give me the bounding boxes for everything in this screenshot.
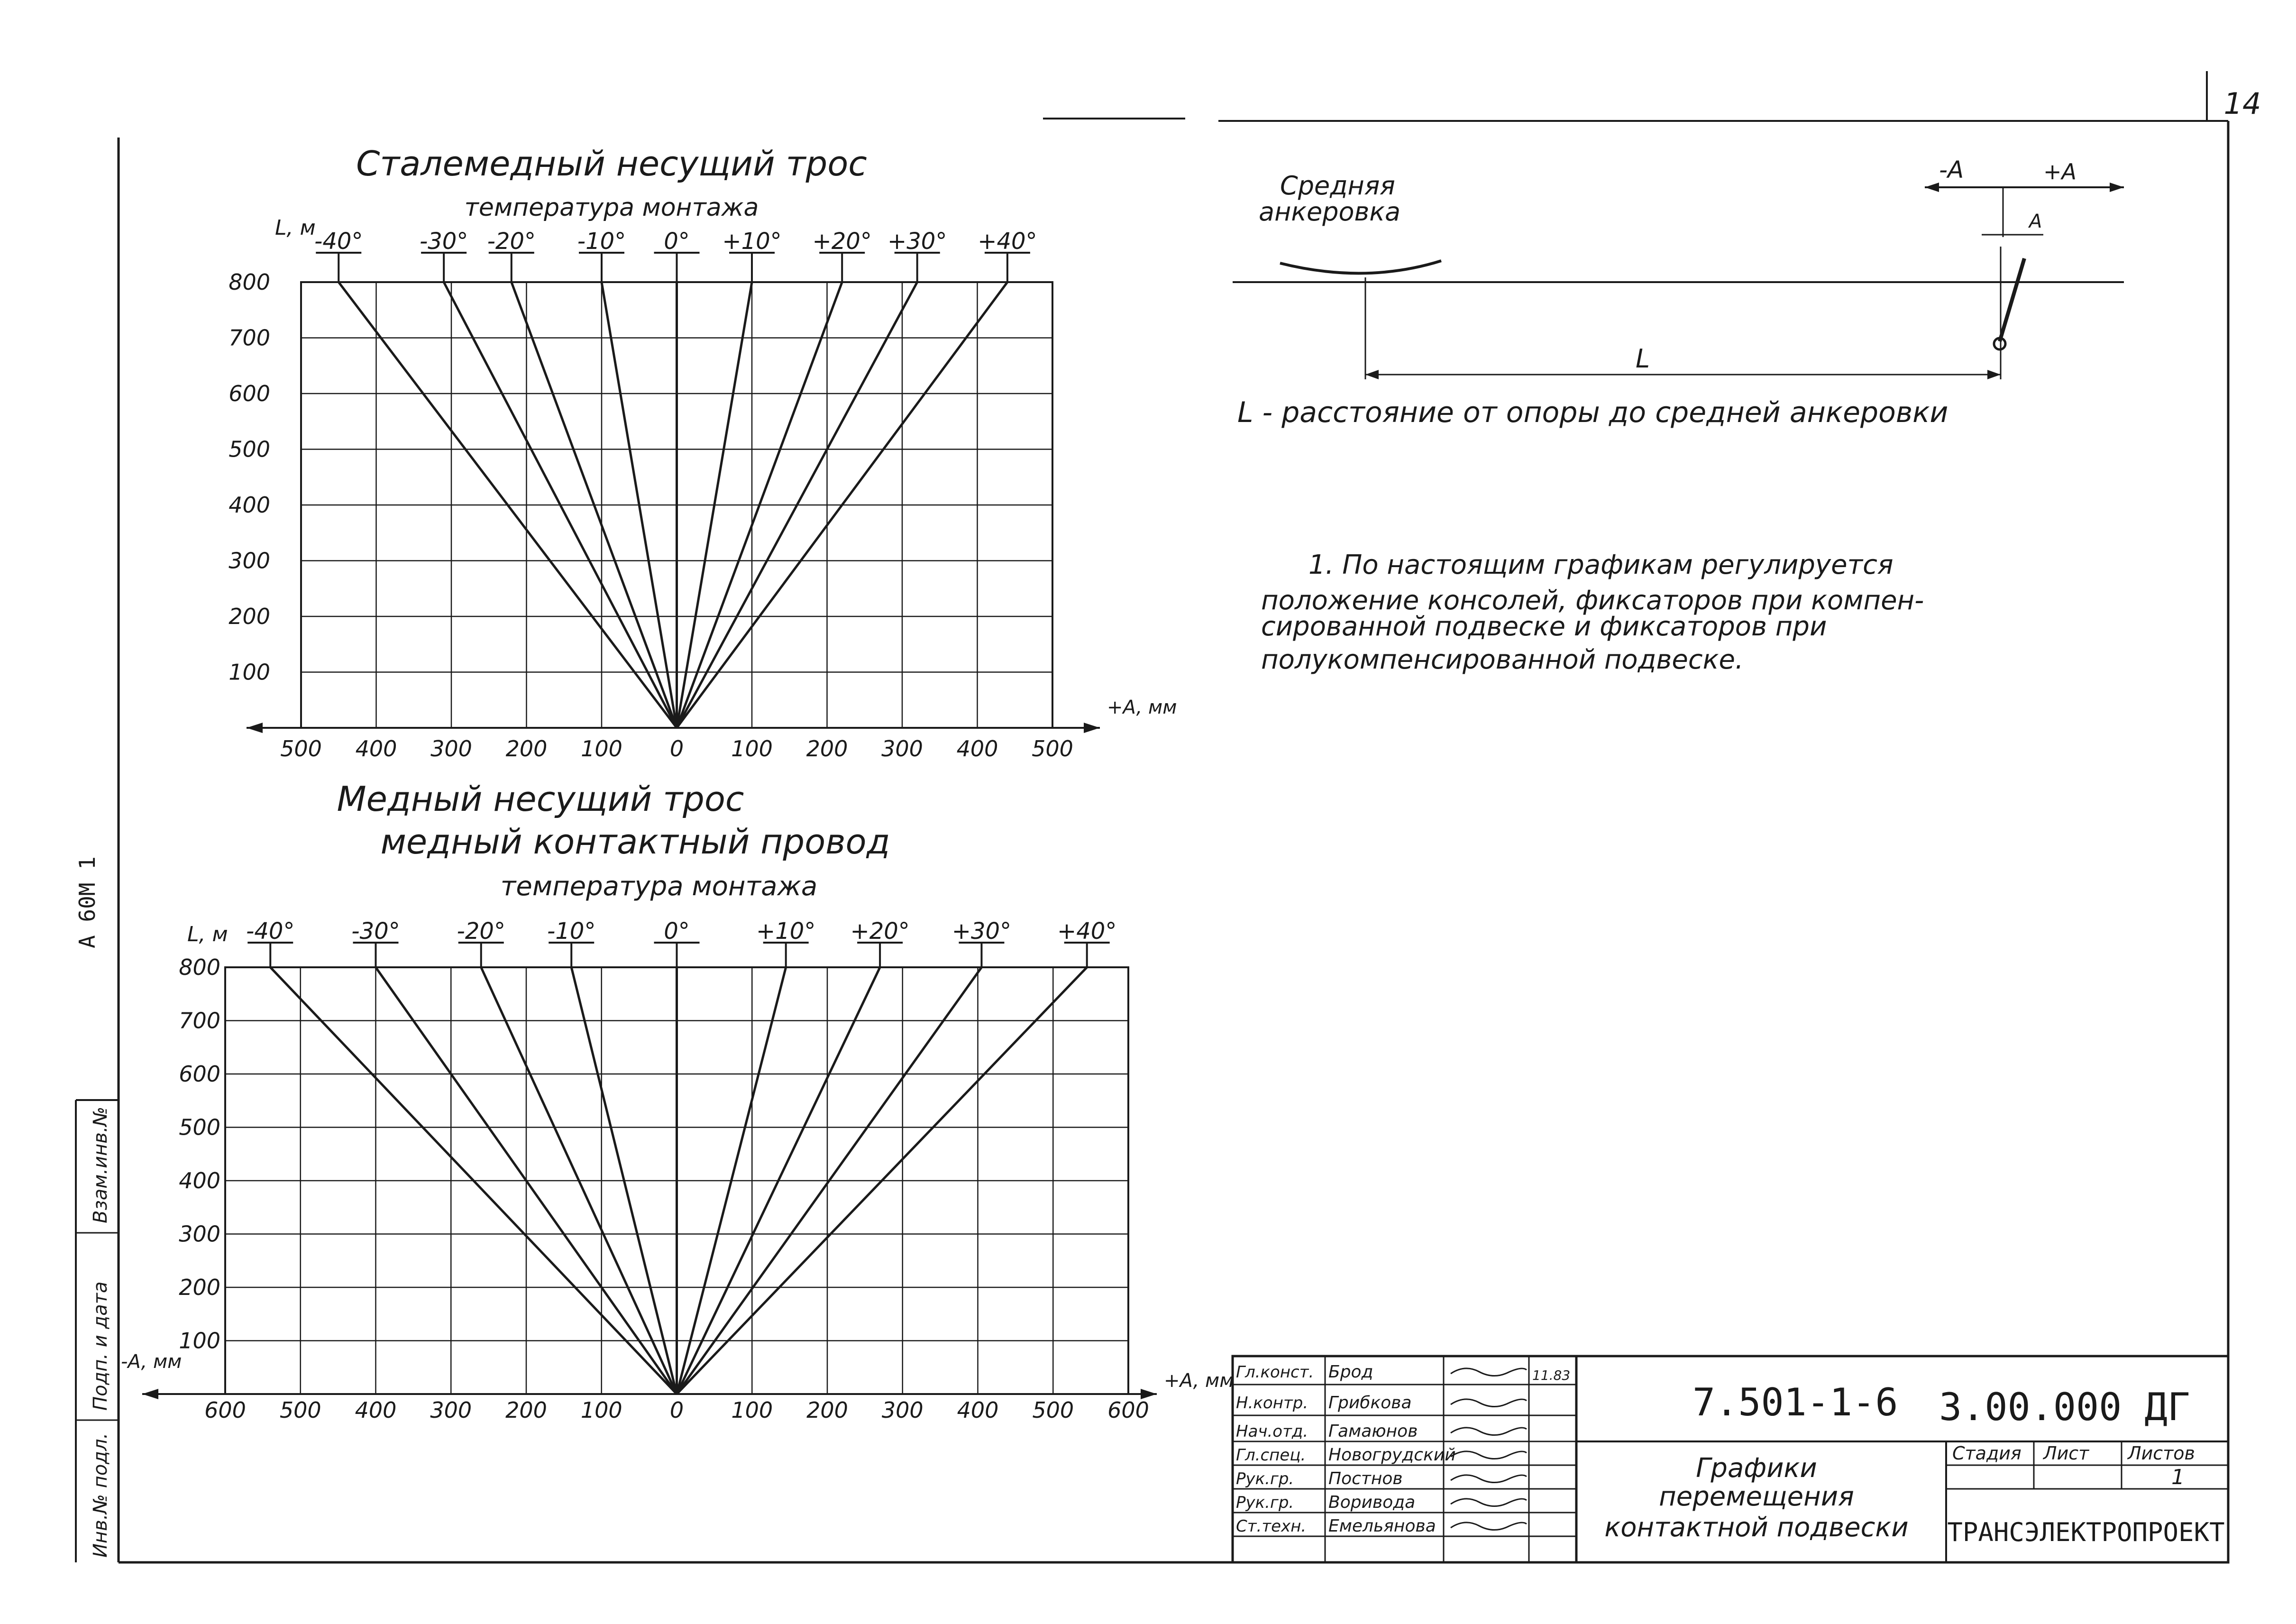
title-block-role: Н.контр. <box>1236 1394 1308 1413</box>
y-tick-label: 800 <box>179 954 220 980</box>
x-tick-label: 500 <box>279 1397 321 1423</box>
x-tick-label: 200 <box>505 1397 547 1423</box>
strip-inv-label: Инв.№ подл. <box>90 1432 111 1558</box>
x-tick-label: 500 <box>280 736 322 762</box>
stage-label: Стадия <box>1952 1443 2022 1464</box>
series-temperature-label: -30° <box>419 228 468 255</box>
title-block-person: Гамаюнов <box>1328 1422 1418 1441</box>
scheme-l-label: L <box>1636 344 1650 374</box>
series-temperature-label: -30° <box>351 918 400 945</box>
doc-mark: 3.00.000 ДГ <box>1939 1385 2190 1429</box>
title-block-role: Нач.отд. <box>1236 1422 1308 1441</box>
x-tick-label: 300 <box>881 1397 924 1423</box>
y-tick-label: 600 <box>179 1061 220 1087</box>
strip-vzam-label: Взам.инв.№ <box>90 1106 111 1223</box>
chart2-xlabel-right: +A, мм <box>1164 1370 1234 1392</box>
x-tick-label: 300 <box>430 736 472 762</box>
y-tick-label: 500 <box>229 436 270 462</box>
chart2-title: Медный несущий трос <box>337 779 744 819</box>
x-tick-label: 400 <box>956 736 998 762</box>
y-tick-label: 700 <box>229 325 270 351</box>
doc-title-line-2: перемещения <box>1659 1481 1854 1512</box>
title-block-person: Новогрудский <box>1328 1445 1456 1465</box>
y-tick-label: 300 <box>229 548 270 574</box>
y-tick-label: 600 <box>229 381 270 406</box>
note-line-2: положение консолей, фиксаторов при компен- <box>1261 585 1924 616</box>
note-line-4: полукомпенсированной подвеске. <box>1261 644 1744 675</box>
x-tick-label: 300 <box>881 736 923 762</box>
series-temperature-label: +20° <box>850 918 910 945</box>
x-tick-label: 100 <box>581 736 622 762</box>
chart2-title-line2: медный контактный провод <box>380 822 890 862</box>
y-tick-label: 100 <box>229 659 270 685</box>
y-tick-label: 300 <box>179 1221 220 1247</box>
note-line-3: сированной подвеске и фиксаторов при <box>1261 611 1827 642</box>
chart2-subtitle: температура монтажа <box>500 871 818 902</box>
series-temperature-label: +40° <box>978 228 1037 255</box>
series-temperature-label: +10° <box>756 918 816 945</box>
x-tick-label: 200 <box>806 736 848 762</box>
scheme-caption: L - расстояние от опоры до средней анкеровки <box>1237 396 1948 429</box>
x-tick-label: 400 <box>355 736 397 762</box>
x-tick-label: 100 <box>731 1397 773 1423</box>
sheet-label: Лист <box>2043 1443 2089 1464</box>
y-tick-label: 800 <box>229 269 270 295</box>
x-tick-label: 400 <box>957 1397 999 1423</box>
x-tick-label: 0 <box>669 736 684 762</box>
series-temperature-label: +30° <box>951 918 1012 945</box>
series-temperature-label: -10° <box>577 228 626 255</box>
x-tick-label: 500 <box>1032 736 1073 762</box>
title-block-person: Грибкова <box>1328 1393 1412 1413</box>
side-stamp: А 60М 1 <box>74 856 100 948</box>
series-temperature-label: -20° <box>487 228 536 255</box>
x-tick-label: 100 <box>580 1397 622 1423</box>
chart2-xlabel-left: -A, мм <box>121 1351 182 1373</box>
scheme-minus-a: -A <box>1939 156 1964 184</box>
title-block-person: Постнов <box>1328 1469 1403 1488</box>
x-tick-label: 300 <box>430 1397 472 1423</box>
series-temperature-label: +20° <box>812 228 872 255</box>
title-block-person: Брод <box>1328 1362 1373 1382</box>
sheets-label: Листов <box>2128 1443 2195 1464</box>
doc-title-line-1: Графики <box>1696 1453 1817 1484</box>
title-block-date: 11.83 <box>1532 1367 1571 1383</box>
organization-name: ТРАНСЭЛЕКТРОПРОЕКТ <box>1947 1517 2225 1547</box>
series-temperature-label: +10° <box>722 228 782 255</box>
x-tick-label: 0 <box>669 1397 684 1423</box>
x-tick-label: 600 <box>1107 1397 1149 1423</box>
series-temperature-label: -40° <box>246 918 295 945</box>
x-tick-label: 400 <box>355 1397 397 1423</box>
title-block-role: Гл.конст. <box>1236 1363 1314 1382</box>
chart1-xlabel-right: +A, мм <box>1107 697 1177 718</box>
y-tick-label: 200 <box>229 604 270 629</box>
series-temperature-label: -20° <box>457 918 505 945</box>
scheme-a-label: A <box>2029 211 2042 232</box>
y-tick-label: 100 <box>179 1328 220 1354</box>
doc-code: 7.501-1-6 <box>1692 1380 1898 1424</box>
strip-podp-label: Подп. и дата <box>90 1281 111 1411</box>
doc-title-line-3: контактной подвески <box>1604 1512 1909 1543</box>
note-line-1: 1. По настоящим графикам регулируется <box>1308 550 1894 580</box>
chart1-subtitle: температура монтажа <box>464 193 759 222</box>
sheet-number: 14 <box>2223 86 2261 121</box>
sheets-value: 1 <box>2171 1465 2185 1489</box>
series-temperature-label: 0° <box>664 228 690 255</box>
y-tick-label: 400 <box>179 1168 220 1193</box>
scheme-plus-a: +A <box>2043 159 2077 184</box>
x-tick-label: 200 <box>806 1397 848 1423</box>
series-temperature-label: -40° <box>314 228 363 255</box>
scheme-anchor-label-2: анкеровка <box>1259 197 1401 227</box>
series-temperature-label: 0° <box>664 918 690 945</box>
y-tick-label: 200 <box>179 1275 220 1300</box>
scheme-anchor-label-1: Средняя <box>1280 171 1395 201</box>
y-tick-label: 500 <box>179 1114 220 1140</box>
y-tick-label: 400 <box>229 492 270 518</box>
x-tick-label: 500 <box>1032 1397 1074 1423</box>
series-temperature-label: -10° <box>547 918 596 945</box>
chart1-title: Сталемедный несущий трос <box>356 144 867 184</box>
title-block-role: Ст.техн. <box>1236 1517 1307 1536</box>
chart1-ylabel: L, м <box>275 216 316 240</box>
title-block-role: Рук.гр. <box>1236 1469 1294 1488</box>
title-block-person: Вориводa <box>1328 1493 1416 1512</box>
title-block-role: Рук.гр. <box>1236 1493 1294 1512</box>
title-block-person: Емельянова <box>1328 1516 1436 1536</box>
x-tick-label: 600 <box>204 1397 246 1423</box>
y-tick-label: 700 <box>179 1008 220 1034</box>
x-tick-label: 100 <box>731 736 773 762</box>
chart2-ylabel: L, м <box>187 922 228 946</box>
x-tick-label: 200 <box>505 736 548 762</box>
title-block-role: Гл.спец. <box>1236 1446 1306 1465</box>
series-temperature-label: +40° <box>1057 918 1117 945</box>
series-temperature-label: +30° <box>887 228 947 255</box>
